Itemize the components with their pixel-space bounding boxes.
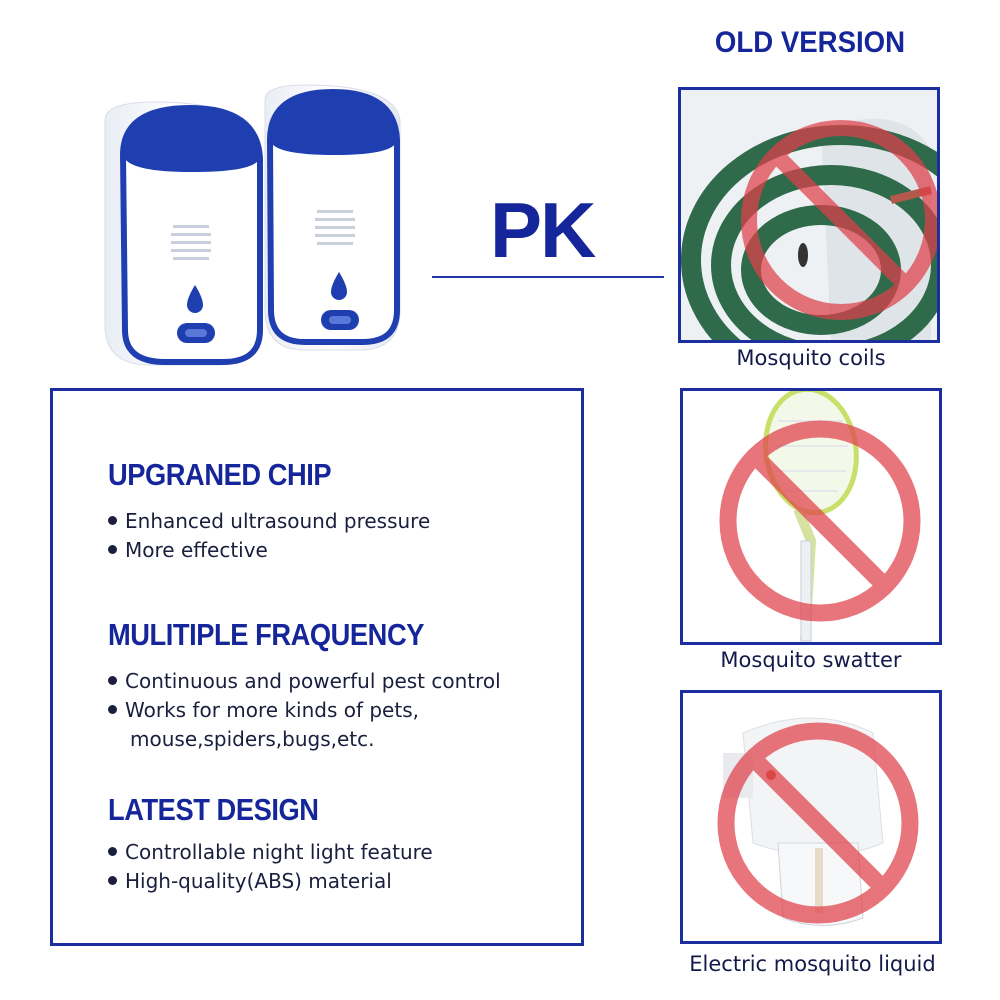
divider-line (432, 276, 664, 278)
mosquito-coil-panel (678, 87, 940, 343)
bullet-icon (108, 705, 117, 714)
feature-bullet: Enhanced ultrasound pressure (108, 507, 430, 536)
feature-title-chip: UPGRANED CHIP (108, 457, 332, 492)
feature-bullet: Continuous and powerful pest control (108, 667, 501, 696)
electric-mosquito-liquid-icon (683, 693, 939, 941)
pk-label: PK (490, 186, 595, 274)
feature-title-design: LATEST DESIGN (108, 792, 319, 827)
feature-title-frequency: MULITIPLE FRAQUENCY (108, 617, 424, 652)
bullet-icon (108, 676, 117, 685)
ultrasonic-repeller-devices-image (95, 80, 425, 370)
bullet-icon (108, 876, 117, 885)
bullet-icon (108, 545, 117, 554)
mosquito-swatter-panel (680, 388, 942, 645)
feature-bullet: More effective (108, 536, 268, 565)
mosquito-swatter-icon (683, 391, 939, 642)
mosquito-coil-icon (681, 90, 937, 340)
mosquito-coils-caption: Mosquito coils (736, 346, 886, 370)
electric-mosquito-liquid-panel (680, 690, 942, 944)
repeller-device-back (265, 85, 400, 350)
bullet-icon (108, 516, 117, 525)
feature-bullet: Controllable night light feature (108, 838, 433, 867)
mosquito-swatter-caption: Mosquito swatter (720, 648, 902, 672)
repeller-device-front (105, 102, 260, 365)
feature-box (50, 388, 584, 946)
electric-mosquito-liquid-caption: Electric mosquito liquid (689, 952, 936, 976)
feature-bullet-continuation: mouse,spiders,bugs,etc. (130, 727, 375, 751)
old-version-title: OLD VERSION (714, 26, 906, 59)
feature-bullet: Works for more kinds of pets, (108, 696, 419, 725)
bullet-icon (108, 847, 117, 856)
feature-bullet: High-quality(ABS) material (108, 867, 392, 896)
